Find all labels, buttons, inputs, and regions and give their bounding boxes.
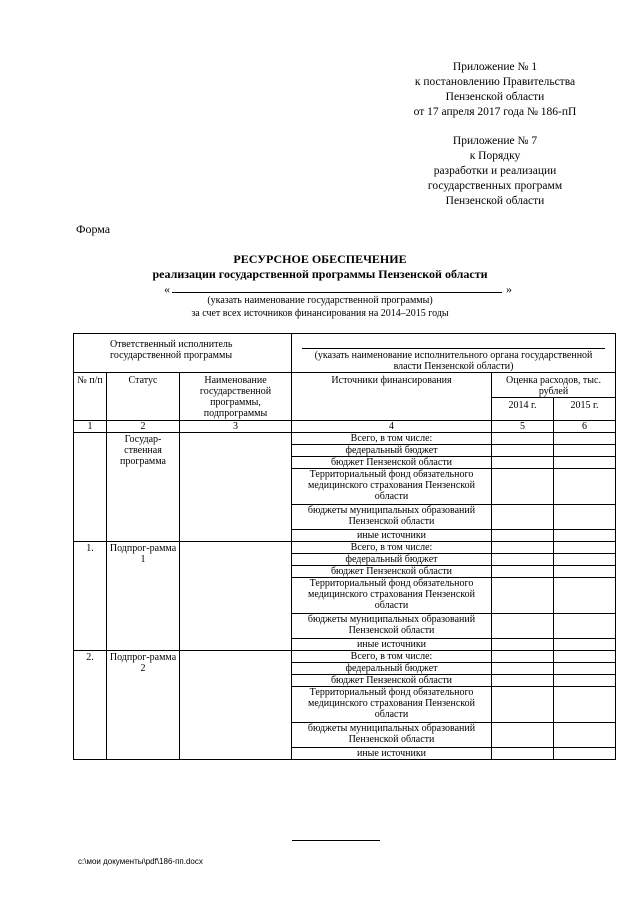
responsible-field xyxy=(292,334,616,373)
value-cell-2015 xyxy=(554,639,616,651)
source-label: федеральный бюджет xyxy=(292,445,492,457)
header-sources: Источники финансирования xyxy=(292,373,492,421)
source-row xyxy=(74,433,616,445)
value-cell-2014 xyxy=(492,433,554,445)
source-label: Территориальный фонд обязательного медицинского страхования Пензенской области xyxy=(292,469,492,505)
value-cell-2015 xyxy=(554,457,616,469)
column-number: 3 xyxy=(180,421,292,433)
source-label: иные источники xyxy=(292,639,492,651)
resource-table xyxy=(73,333,616,760)
value-cell-2014 xyxy=(492,457,554,469)
appendix-1-line: к постановлению Правительства xyxy=(414,76,576,88)
file-path: c:\мои документы\pdf\186-пп.docx xyxy=(78,857,203,866)
source-label: бюджет Пензенской области xyxy=(292,566,492,578)
value-cell-2015 xyxy=(554,723,616,748)
appendix-7-line: разработки и реализации xyxy=(433,165,557,177)
value-cell-2015 xyxy=(554,469,616,505)
value-cell-2014 xyxy=(492,675,554,687)
doc-subtitle: реализации государственной программы Пензенской области xyxy=(152,267,488,281)
source-label: федеральный бюджет xyxy=(292,663,492,675)
quote-close: » xyxy=(506,282,512,296)
source-label: Всего, в том числе: xyxy=(292,433,492,445)
value-cell-2014 xyxy=(492,723,554,748)
value-cell-2015 xyxy=(554,578,616,614)
column-number: 5 xyxy=(492,421,554,433)
value-cell-2014 xyxy=(492,578,554,614)
value-cell-2014 xyxy=(492,639,554,651)
value-cell-2015 xyxy=(554,687,616,723)
source-label: Территориальный фонд обязательного медицинского страхования Пензенской области xyxy=(292,687,492,723)
value-cell-2014 xyxy=(492,651,554,663)
value-cell-2014 xyxy=(492,554,554,566)
appendix-7-block xyxy=(380,134,610,209)
doc-title: РЕСУРСНОЕ ОБЕСПЕЧЕНИЕ xyxy=(233,252,407,266)
value-cell-2015 xyxy=(554,445,616,457)
appendix-7-line: Пензенской области xyxy=(445,195,545,207)
responsible-row xyxy=(74,334,616,373)
value-cell-2015 xyxy=(554,663,616,675)
row-status: Подпрог-рамма 2 xyxy=(107,651,180,760)
column-numbers-row xyxy=(74,421,616,433)
header-estimate: Оценка расходов, тыс. рублей xyxy=(492,373,616,398)
row-name-cell xyxy=(180,651,292,760)
value-cell-2014 xyxy=(492,566,554,578)
value-cell-2015 xyxy=(554,542,616,554)
column-number: 4 xyxy=(292,421,492,433)
form-label: Форма xyxy=(76,222,111,236)
source-label: бюджет Пензенской области xyxy=(292,457,492,469)
appendix-7-line: к Порядку xyxy=(469,150,521,162)
value-cell-2014 xyxy=(492,469,554,505)
column-number: 2 xyxy=(107,421,180,433)
value-cell-2015 xyxy=(554,554,616,566)
source-row xyxy=(74,542,616,554)
value-cell-2014 xyxy=(492,445,554,457)
source-label: бюджет Пензенской области xyxy=(292,675,492,687)
value-cell-2014 xyxy=(492,614,554,639)
source-label: бюджеты муниципальных образований Пензенской области xyxy=(292,505,492,530)
appendix-1-block xyxy=(380,60,610,120)
appendix-1-line: Приложение № 1 xyxy=(452,61,538,73)
value-cell-2015 xyxy=(554,675,616,687)
sources-period-note: за счет всех источников финансирования на 2014–2015 годы xyxy=(191,308,449,319)
header-row xyxy=(74,373,616,398)
row-number xyxy=(74,433,107,542)
appendix-1-line: Пензенской области xyxy=(445,91,545,103)
header-year-2015: 2015 г. xyxy=(554,398,616,421)
source-row xyxy=(74,651,616,663)
source-label: бюджеты муниципальных образований Пензенской области xyxy=(292,614,492,639)
program-name-note: (указать наименование государственной программы) xyxy=(207,295,433,306)
row-name-cell xyxy=(180,433,292,542)
footer-divider xyxy=(292,840,380,841)
value-cell-2014 xyxy=(492,505,554,530)
value-cell-2015 xyxy=(554,614,616,639)
source-label: бюджеты муниципальных образований Пензенской области xyxy=(292,723,492,748)
quote-open: « xyxy=(164,282,170,296)
value-cell-2015 xyxy=(554,530,616,542)
value-cell-2014 xyxy=(492,687,554,723)
appendix-7-line: государственных программ xyxy=(427,180,563,192)
column-number: 1 xyxy=(74,421,107,433)
value-cell-2015 xyxy=(554,505,616,530)
header-year-2014: 2014 г. xyxy=(492,398,554,421)
header-name: Наименование государственной программы, подпрограммы xyxy=(180,373,292,421)
appendix-1-line: от 17 апреля 2017 года № 186-пП xyxy=(413,106,577,118)
row-number: 1. xyxy=(74,542,107,651)
responsible-label: Ответственный исполнитель государственной программы xyxy=(74,334,292,373)
value-cell-2015 xyxy=(554,433,616,445)
row-status: Подпрог-рамма 1 xyxy=(107,542,180,651)
value-cell-2014 xyxy=(492,530,554,542)
row-name-cell xyxy=(180,542,292,651)
column-number: 6 xyxy=(554,421,616,433)
program-name-field xyxy=(164,282,512,296)
value-cell-2014 xyxy=(492,663,554,675)
value-cell-2014 xyxy=(492,748,554,760)
value-cell-2015 xyxy=(554,748,616,760)
row-number: 2. xyxy=(74,651,107,760)
header-status: Статус xyxy=(107,373,180,421)
header-num: № п/п xyxy=(74,373,107,421)
appendix-7-line: Приложение № 7 xyxy=(452,135,538,147)
row-status: Государ-ственная программа xyxy=(107,433,180,542)
source-label: Всего, в том числе: xyxy=(292,542,492,554)
value-cell-2015 xyxy=(554,651,616,663)
source-label: иные источники xyxy=(292,748,492,760)
source-label: иные источники xyxy=(292,530,492,542)
program-name-underline xyxy=(172,292,502,293)
value-cell-2014 xyxy=(492,542,554,554)
source-label: федеральный бюджет xyxy=(292,554,492,566)
value-cell-2015 xyxy=(554,566,616,578)
responsible-note: (указать наименование исполнительного органа государственной власти Пензенской области) xyxy=(302,348,605,372)
source-label: Территориальный фонд обязательного медицинского страхования Пензенской области xyxy=(292,578,492,614)
source-label: Всего, в том числе: xyxy=(292,651,492,663)
